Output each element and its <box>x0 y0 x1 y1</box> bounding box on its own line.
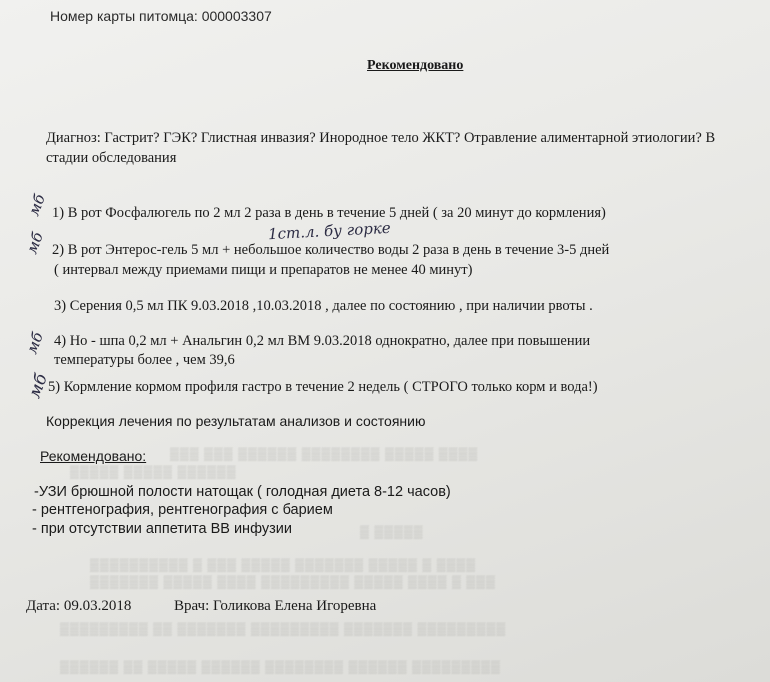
treatment-item-2: 2) В рот Энтерос-гель 5 мл + небольшое количество воды 2 раза в день в течение 3-5 дней <box>52 242 610 258</box>
date-line: Дата: 09.03.2018 <box>26 598 132 614</box>
handwritten-mark-1: мб <box>24 191 49 219</box>
diagnostic-item-1: -УЗИ брюшной полости натощак ( голодная диета 8-12 часов) <box>34 484 451 500</box>
faded-bleed-text: ▒▒▒▒▒▒▒ ▒▒▒▒▒ ▒▒▒▒ ▒▒▒▒▒▒▒▒▒ ▒▒▒▒▒ ▒▒▒▒ ▒ ▒▒▒ <box>90 575 496 589</box>
handwritten-note: 1ст.л. бу горке <box>267 218 392 244</box>
diagnosis-text: Диагноз: Гастрит? ГЭК? Глистная инвазия? Инородное тело ЖКТ? Отравление алиментарной этиологии? В стадии обследования <box>46 130 716 166</box>
faded-bleed-text: ▒▒▒▒▒▒▒▒▒▒ ▒ ▒▒▒ ▒▒▒▒▒ ▒▒▒▒▒▒▒ ▒▒▒▒▒ ▒ ▒▒▒▒ <box>90 558 477 572</box>
handwritten-mark-4: мб <box>24 371 52 401</box>
treatment-item-3: 3) Серения 0,5 мл ПК 9.03.2018 ,10.03.2018 , далее по состоянию , при наличии рвоты . <box>54 298 593 314</box>
treatment-item-5: 5) Кормление кормом профиля гастро в течение 2 недель ( СТРОГО только корм и вода!) <box>48 379 598 395</box>
pet-card-number: Номер карты питомца: 000003307 <box>50 8 272 24</box>
faded-bleed-text: ▒▒▒▒▒▒ ▒▒ ▒▒▒▒▒ ▒▒▒▒▒▒ ▒▒▒▒▒▒▒▒ ▒▒▒▒▒▒ ▒▒▒▒▒▒▒▒▒ <box>60 660 501 674</box>
treatment-item-2-note: ( интервал между приемами пищи и препаратов не менее 40 минут) <box>54 262 473 278</box>
treatment-item-4-note: температуры более , чем 39,6 <box>54 352 235 368</box>
treatment-item-1: 1) В рот Фосфалюгель по 2 мл 2 раза в день в течение 5 дней ( за 20 минут до кормления) <box>52 205 606 221</box>
doctor-line: Врач: Голикова Елена Игоревна <box>174 598 377 614</box>
diagnostic-item-3: - при отсутствии аппетита ВВ инфузии <box>32 521 292 537</box>
faded-bleed-text: ▒▒▒ ▒▒▒ ▒▒▒▒▒▒ ▒▒▒▒▒▒▒▒ ▒▒▒▒▒ ▒▒▒▒ <box>170 447 479 461</box>
handwritten-mark-3: мб <box>22 329 47 357</box>
faded-bleed-text: ▒▒▒▒▒▒▒▒▒ ▒▒ ▒▒▒▒▒▒▒ ▒▒▒▒▒▒▒▒▒ ▒▒▒▒▒▒▒ ▒▒▒▒▒▒▒▒▒ <box>60 622 507 636</box>
correction-note: Коррекция лечения по результатам анализов и состоянию <box>46 413 426 429</box>
treatment-item-4: 4) Но - шпа 0,2 мл + Анальгин 0,2 мл ВМ 9.03.2018 однократно, далее при повышении <box>54 333 591 349</box>
document-title: Рекомендовано <box>367 58 464 73</box>
diagnostic-item-2: - рентгенография, рентгенография с барием <box>32 502 333 518</box>
recommended-label: Рекомендовано: <box>40 448 147 464</box>
handwritten-mark-2: мб <box>22 229 47 257</box>
faded-bleed-text: ▒▒▒▒▒ ▒▒▒▒▒ ▒▒▒▒▒▒ <box>70 465 237 479</box>
faded-bleed-text: ▒ ▒▒▒▒▒ <box>360 525 424 539</box>
